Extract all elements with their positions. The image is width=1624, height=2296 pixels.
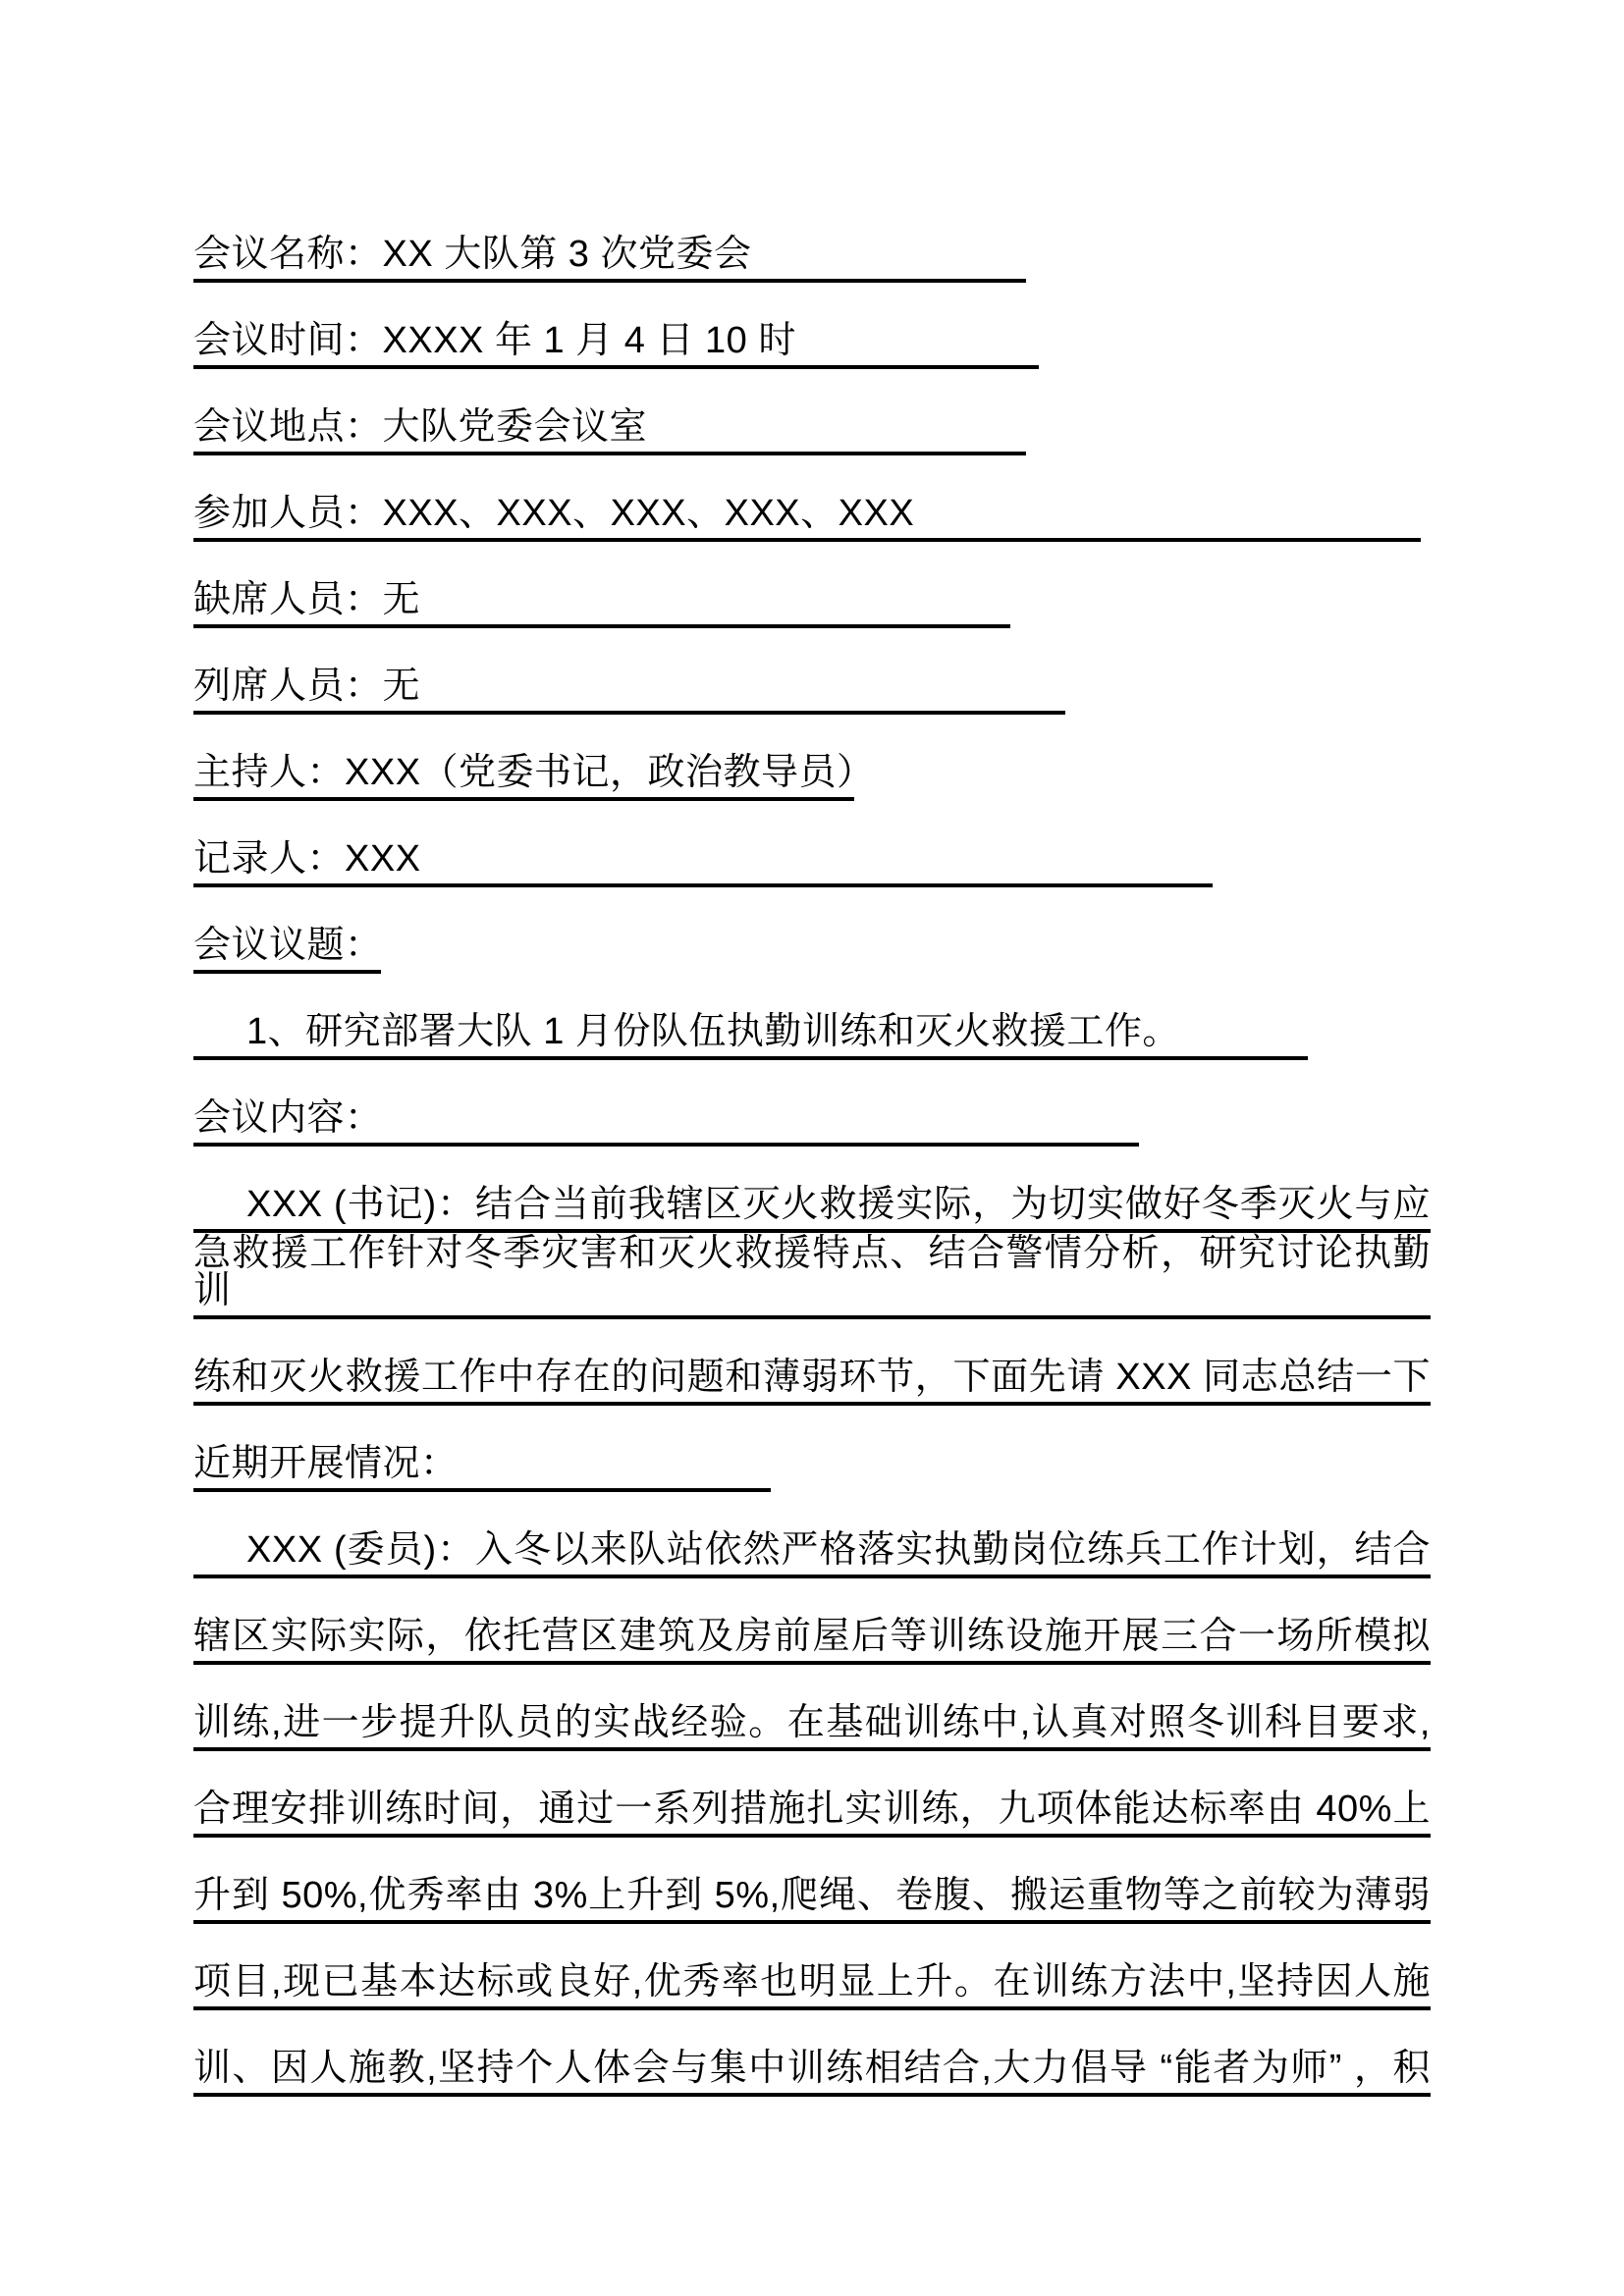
document-line [193,2020,1431,2107]
line-text: 参加人员：XXX、XXX、XXX、XXX、XXX [193,493,915,534]
line-underline [193,1575,1431,1578]
line-underline [193,1488,771,1492]
line-underline [193,1920,1431,1924]
line-underline [193,970,381,974]
document-line [193,465,1431,552]
line-underline [193,1661,1431,1665]
line-text: 1、研究部署大队 1 月份队伍执勤训练和灭火救援工作。 [246,1011,1180,1052]
line-underline [193,1315,1431,1319]
document-line [193,1761,1431,1847]
line-text: 练和灭火救援工作中存在的问题和薄弱环节，下面先请 XXX 同志总结一下 [193,1357,1431,1398]
line-text: 项目,现已基本达标或良好,优秀率也明显上升。在训练方法中,坚持因人施 [193,1961,1431,2002]
line-underline [193,1143,1139,1147]
line-underline [193,1056,1308,1060]
document-line [193,1329,1431,1415]
document-line [193,1156,1431,1243]
document-line [193,206,1431,293]
line-underline [193,279,1026,283]
document-line [193,1070,1431,1156]
line-text: 列席人员：无 [193,666,421,707]
line-underline [193,797,854,801]
line-text: 会议内容： [193,1097,383,1139]
line-underline [193,538,1421,542]
line-underline [193,1747,1431,1751]
line-text: 急救援工作针对冬季灾害和灭火救援特点、结合警情分析，研究讨论执勤训 [193,1233,1431,1311]
document-line [193,724,1431,811]
line-text: 合理安排训练时间，通过一系列措施扎实训练，九项体能达标率由 40%上 [193,1789,1431,1830]
document-line [193,379,1431,465]
line-text: 辖区实际实际，依托营区建筑及房前屋后等训练设施开展三合一场所模拟 [193,1616,1431,1657]
document-line [193,1847,1431,1934]
line-underline [193,1834,1431,1838]
line-underline [193,452,1026,455]
line-text: XXX (委员)：入冬以来队站依然严格落实执勤岗位练兵工作计划，结合 [246,1529,1431,1571]
document-line [193,638,1431,724]
document-line [193,984,1431,1070]
document-line [193,1934,1431,2020]
line-underline [193,2093,1431,2097]
line-text: 训、因人施教,坚持个人体会与集中训练相结合,大力倡导 “能者为师” ，积 [193,2048,1431,2089]
document-line [193,552,1431,638]
document-line [193,897,1431,984]
document-line [193,1233,1431,1329]
line-text: 会议议题： [193,925,383,966]
document-line [193,1415,1431,1502]
line-underline [193,1402,1431,1406]
document-line [193,293,1431,379]
line-text: 会议地点：大队党委会议室 [193,406,648,448]
line-text: 升到 50%,优秀率由 3%上升到 5%,爬绳、卷腹、搬运重物等之前较为薄弱 [193,1875,1431,1916]
line-text: 主持人：XXX（党委书记，政治教导员） [193,752,875,793]
line-underline [193,883,1213,887]
line-text: XXX (书记)：结合当前我辖区灭火救援实际，为切实做好冬季灭火与应 [246,1184,1431,1225]
line-text: 会议时间：XXXX 年 1 月 4 日 10 时 [193,320,796,361]
line-underline [193,624,1010,628]
line-underline [193,365,1039,369]
line-underline [193,2006,1431,2010]
document-line [193,1675,1431,1761]
line-text: 记录人：XXX [193,838,421,880]
document-line [193,1502,1431,1588]
document-line [193,1588,1431,1675]
line-underline [193,711,1065,715]
document-content [193,206,1431,2107]
line-text: 近期开展情况： [193,1443,459,1484]
line-text: 会议名称：XX 大队第 3 次党委会 [193,234,752,275]
line-text: 缺席人员：无 [193,579,421,620]
document-line [193,811,1431,897]
line-text: 训练,进一步提升队员的实战经验。在基础训练中,认真对照冬训科目要求, [193,1702,1431,1743]
